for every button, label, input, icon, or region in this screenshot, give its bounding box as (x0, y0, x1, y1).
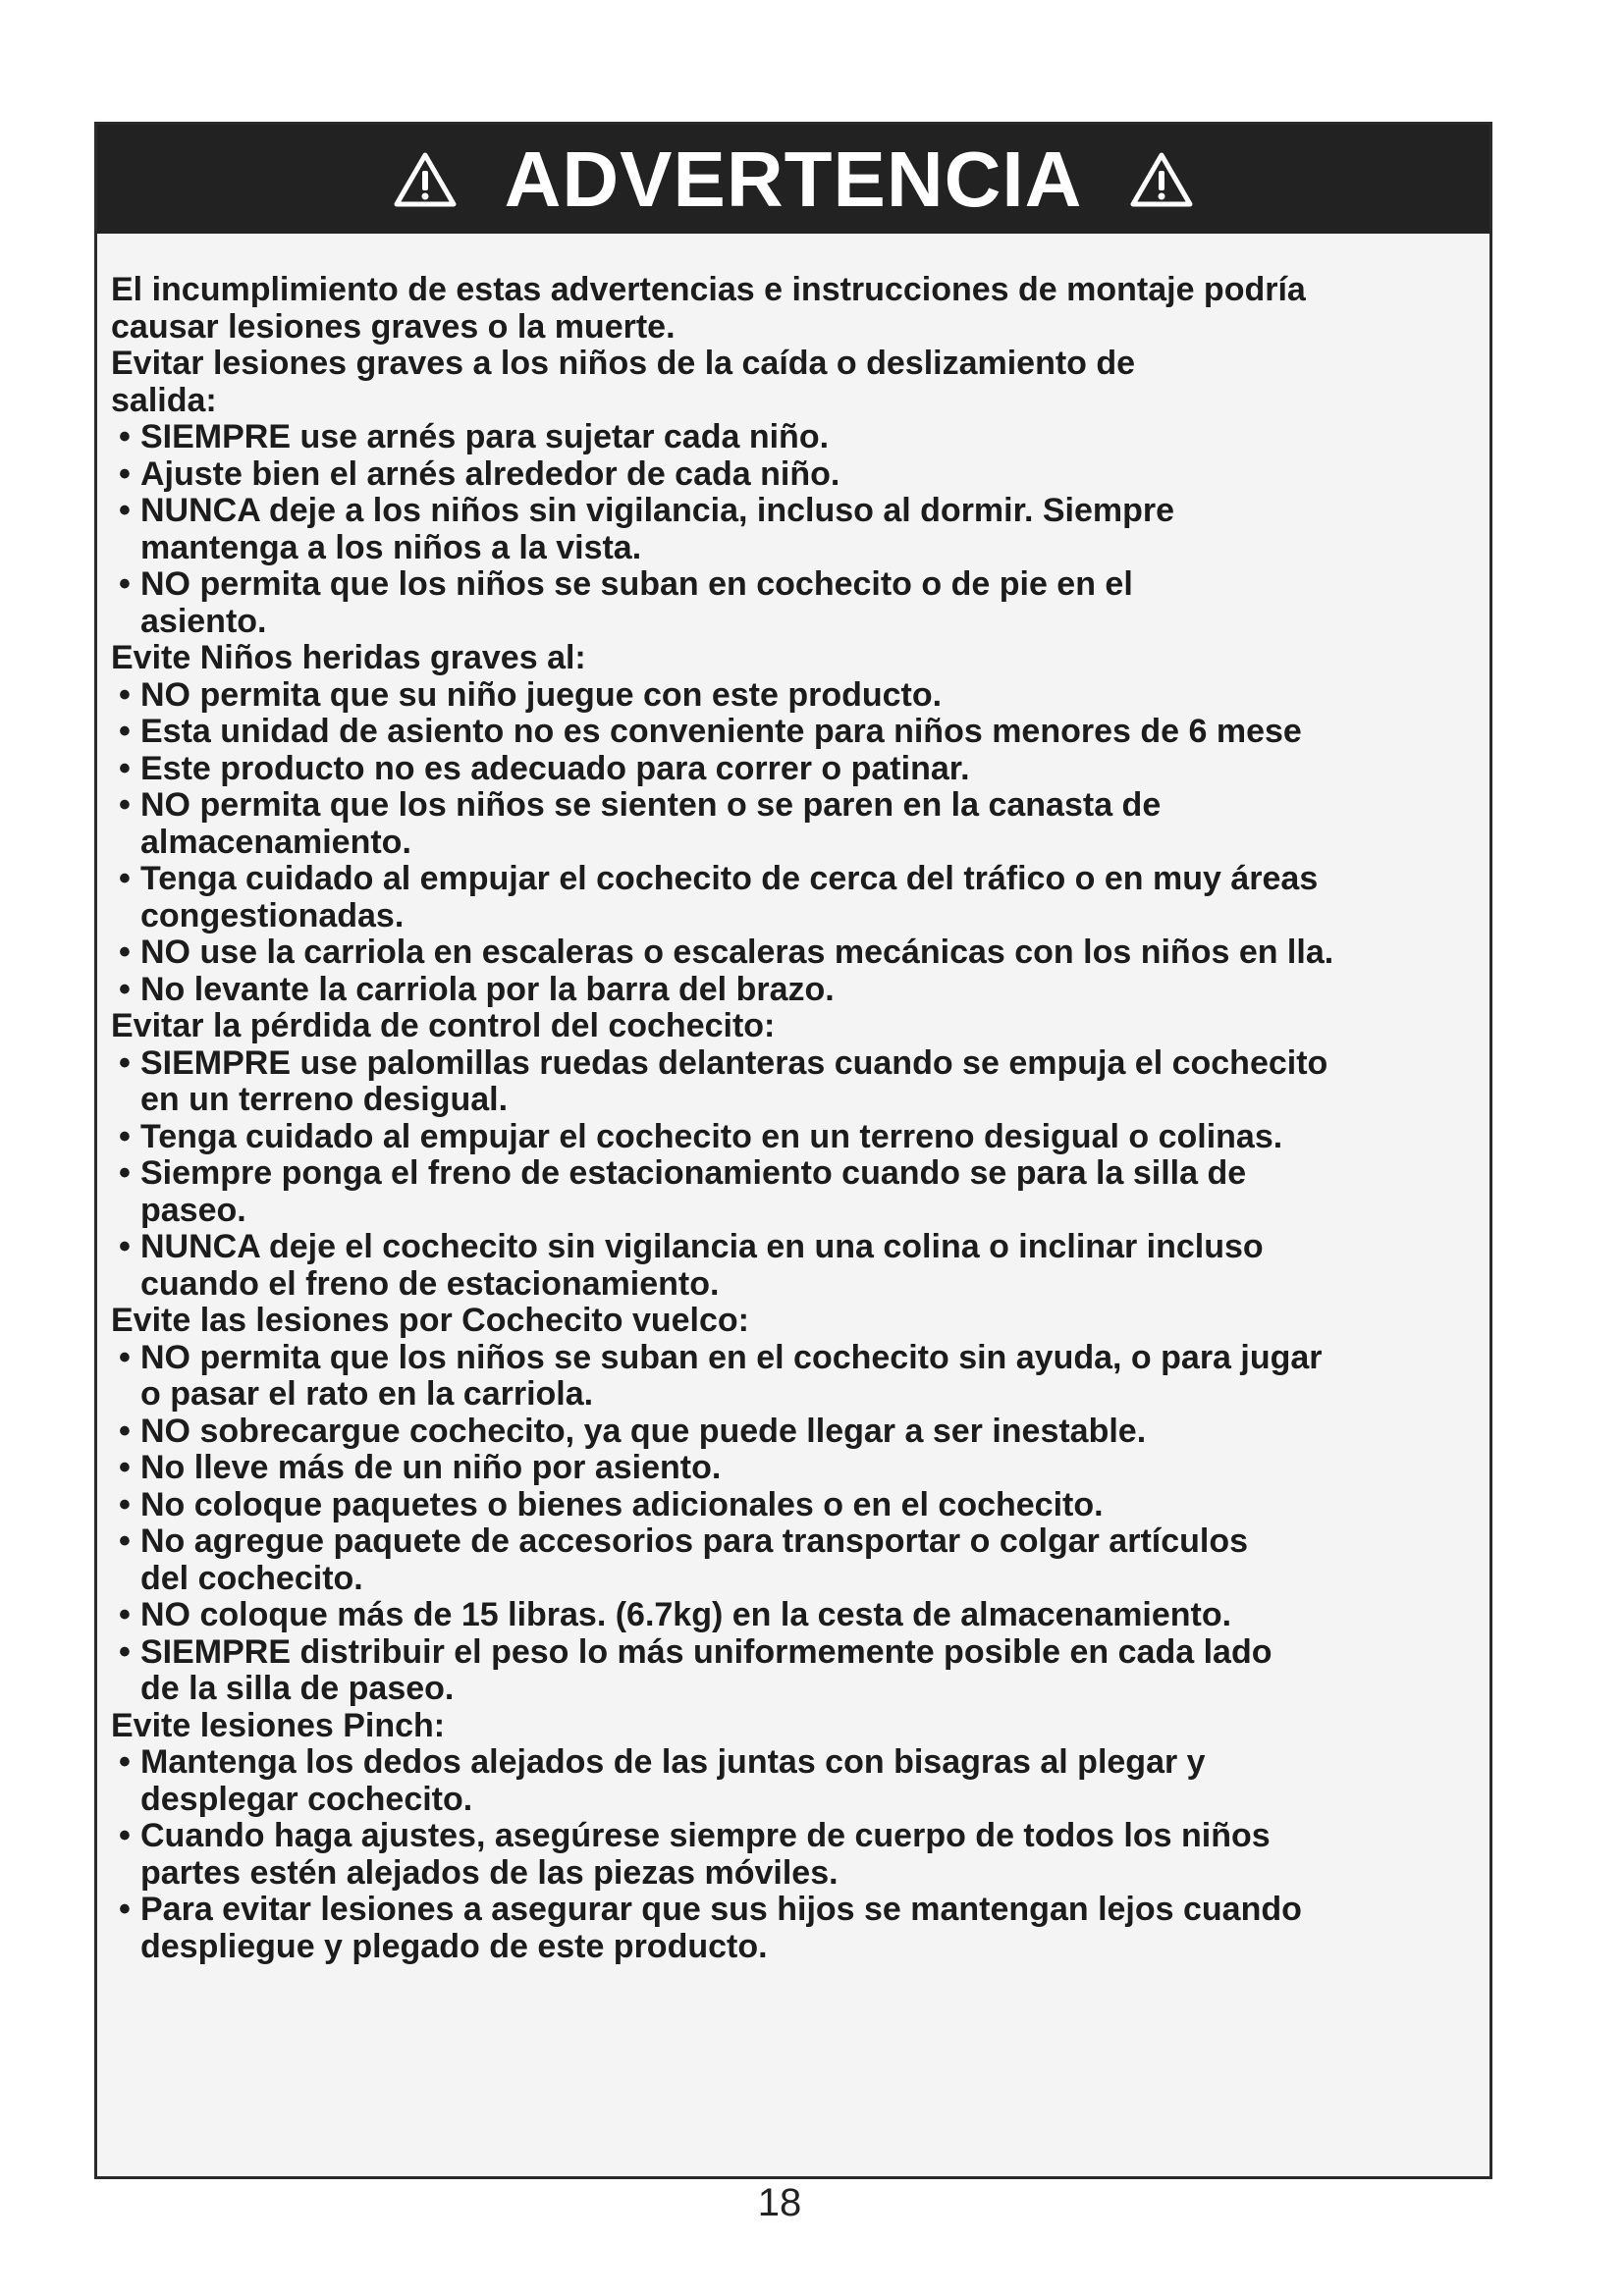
page-number: 18 (757, 2181, 802, 2224)
bullet-item: • NUNCA deje el cochecito sin vigilancia en una colina o inclinar incluso cuando el freno de estacionamiento. (119, 1228, 1264, 1303)
section-heading: Evitar la pérdida de control del cochecito: (111, 1007, 776, 1044)
intro-paragraph: El incumplimiento de estas advertencias e instrucciones de montaje podría causar lesiones graves o la muerte. (111, 271, 1306, 346)
section-heading: Evite Niños heridas graves al: (111, 639, 586, 676)
bullet-item: • NUNCA deje a los niños sin vigilancia, incluso al dormir. Siempre mantenga a los niños a la vista. (119, 492, 1175, 566)
bullet-dot: • (119, 1485, 131, 1523)
bullet-dot: • (119, 418, 131, 455)
bullet-dot: • (119, 1154, 131, 1192)
bullet-dot: • (119, 675, 131, 714)
bullet-dot: • (119, 1449, 131, 1486)
bullet-dot: • (119, 713, 131, 750)
bullet-item: • Ajuste bien el arnés alrededor de cada niño. (119, 454, 840, 493)
bullet-item: • Tenga cuidado al empujar el cochecito en un terreno desigual o colinas. (119, 1117, 1283, 1155)
bullet-dot: • (119, 1043, 131, 1082)
warning-panel (94, 122, 1492, 2179)
bullet-dot: • (119, 970, 131, 1008)
bullet-item: • SIEMPRE use palomillas ruedas delanteras cuando se empuja el cochecito en un terreno desigual. (119, 1043, 1328, 1118)
intro-paragraph: Evitar lesiones graves a los niños de la caída o deslizamiento de salida: (111, 345, 1136, 419)
bullet-item: • NO permita que su niño juegue con este producto. (119, 675, 943, 714)
warning-title: ADVERTENCIA (504, 134, 1083, 223)
bullet-item: • NO permita que los niños se suban en el cochecito sin ayuda, o para jugar o pasar el rato en la carriola. (119, 1338, 1323, 1413)
bullet-dot: • (119, 1596, 131, 1633)
bullet-item: • Para evitar lesiones a asegurar que sus hijos se mantengan lejos cuando despliegue y plegado de este producto. (119, 1891, 1302, 1965)
bullet-item: • NO coloque más de 15 libras. (6.7kg) en la cesta de almacenamiento. (119, 1596, 1232, 1633)
bullet-dot: • (119, 1228, 131, 1265)
section-heading: Evite lesiones Pinch: (111, 1706, 446, 1744)
bullet-dot: • (119, 1338, 131, 1376)
bullet-item: • No levante la carriola por la barra del brazo. (119, 970, 835, 1008)
bullet-dot: • (119, 1412, 131, 1450)
bullet-item: • NO permita que los niños se sienten o se paren en la canasta de almacenamiento. (119, 786, 1162, 861)
bullet-dot: • (119, 454, 131, 493)
bullet-dot: • (119, 565, 131, 603)
warning-triangle-icon (393, 151, 458, 208)
bullet-item: • SIEMPRE use arnés para sujetar cada niño. (119, 418, 830, 455)
bullet-item: • No agregue paquete de accesorios para transportar o colgar artículos del cochecito. (119, 1522, 1249, 1597)
bullet-dot: • (119, 1891, 131, 1928)
bullet-dot: • (119, 1117, 131, 1155)
bullet-dot: • (119, 1743, 131, 1781)
warning-header (97, 125, 1489, 234)
bullet-item: • NO use la carriola en escaleras o escaleras mecánicas con los niños en lla. (119, 934, 1334, 971)
bullet-item: • Cuando haga ajustes, asegúrese siempre de cuerpo de todos los niños partes estén alejados de las piezas móviles. (119, 1817, 1271, 1892)
bullet-item: • No coloque paquetes o bienes adicionales o en el cochecito. (119, 1485, 1104, 1523)
bullet-dot: • (119, 1522, 131, 1560)
bullet-item: • Tenga cuidado al empujar el cochecito de cerca del tráfico o en muy áreas congestionadas. (119, 860, 1319, 934)
bullet-dot: • (119, 1632, 131, 1671)
warning-text-body (111, 272, 1482, 1965)
bullet-item: • Este producto no es adecuado para correr o patinar. (119, 749, 970, 787)
bullet-item: • No lleve más de un niño por asiento. (119, 1449, 722, 1486)
bullet-dot: • (119, 492, 131, 529)
bullet-item: • NO permita que los niños se suban en cochecito o de pie en el asiento. (119, 565, 1133, 640)
bullet-item: • SIEMPRE distribuir el peso lo más uniformemente posible en cada lado de la silla de paseo. (119, 1632, 1272, 1707)
bullet-dot: • (119, 786, 131, 824)
bullet-dot: • (119, 860, 131, 897)
bullet-dot: • (119, 749, 131, 787)
bullet-item: • NO sobrecargue cochecito, ya que puede llegar a ser inestable. (119, 1412, 1147, 1450)
bullet-item: • Mantenga los dedos alejados de las juntas con bisagras al plegar y desplegar cochecito. (119, 1743, 1206, 1818)
bullet-dot: • (119, 934, 131, 971)
bullet-item: • Siempre ponga el freno de estacionamiento cuando se para la silla de paseo. (119, 1154, 1247, 1229)
bullet-item: • Esta unidad de asiento no es conveniente para niños menores de 6 mese (119, 713, 1302, 750)
section-heading: Evite las lesiones por Cochecito vuelco: (111, 1302, 749, 1339)
bullet-dot: • (119, 1817, 131, 1854)
warning-triangle-icon (1129, 151, 1194, 208)
